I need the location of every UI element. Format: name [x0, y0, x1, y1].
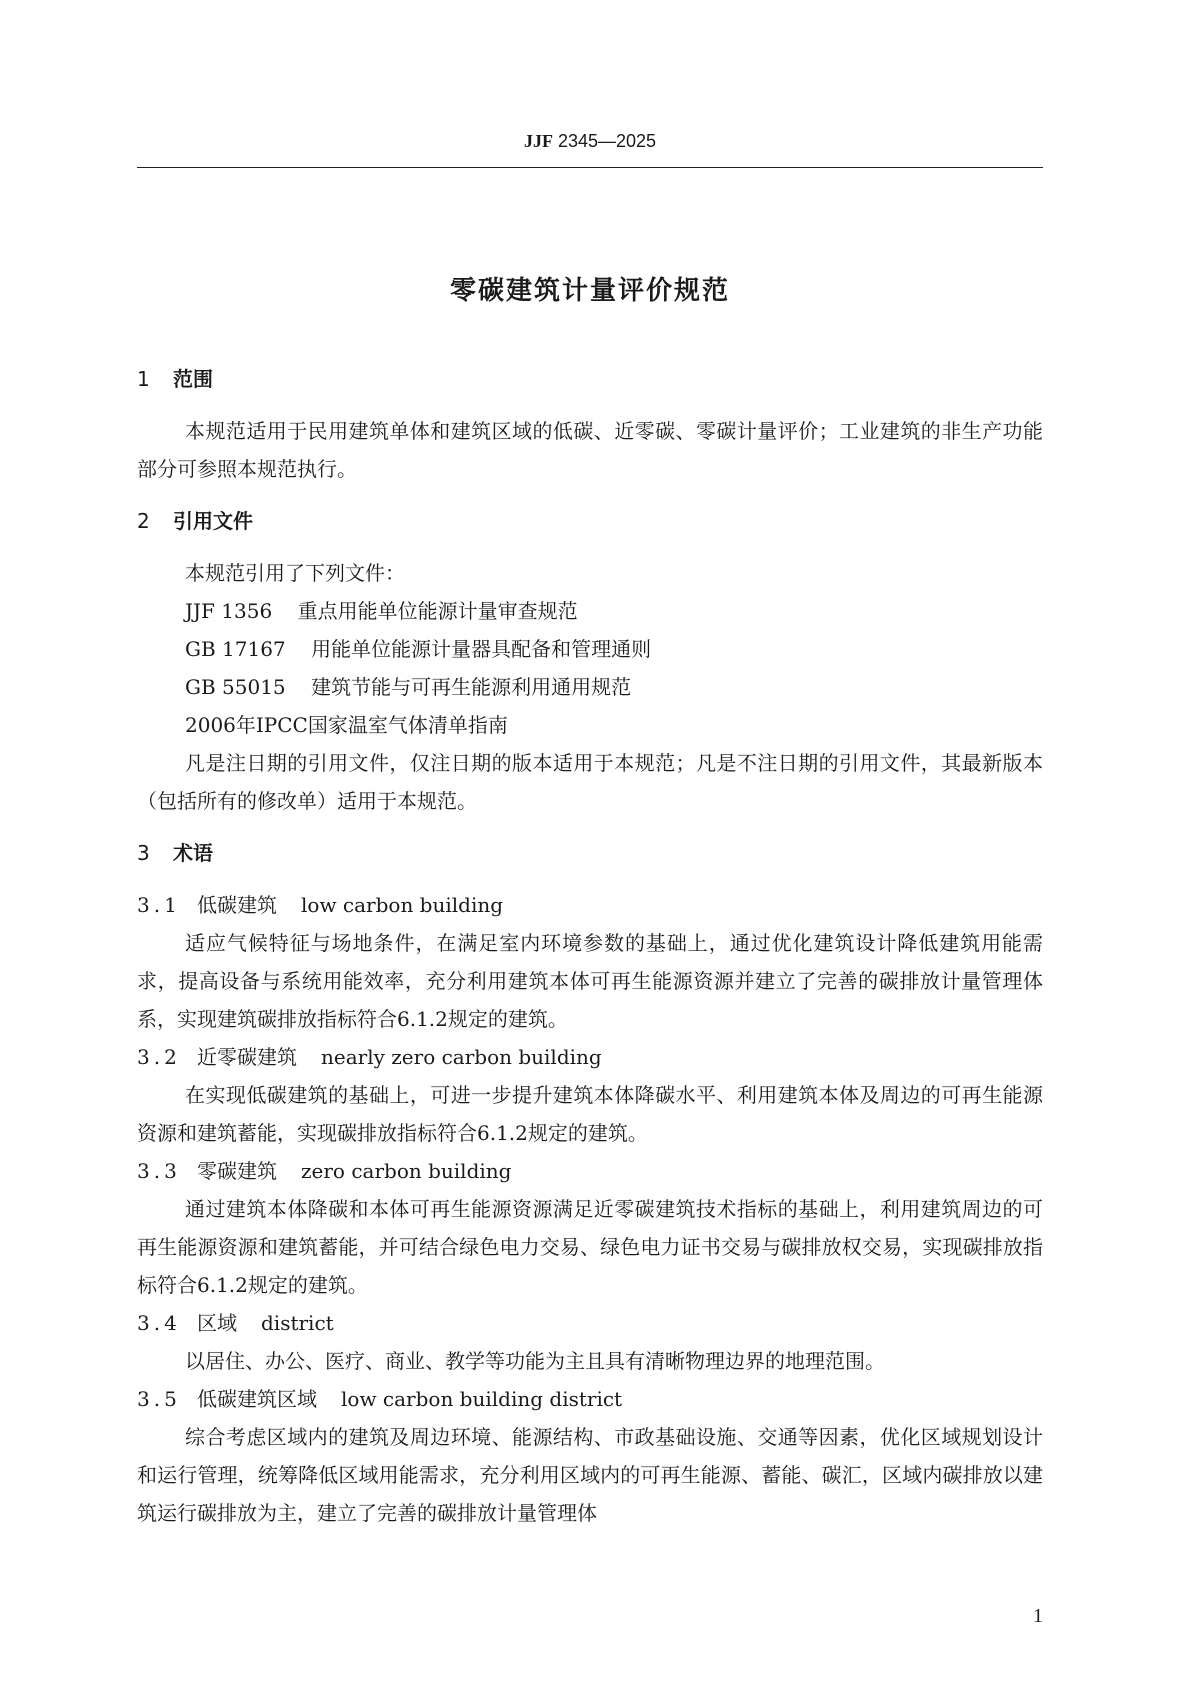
header-number: 2345—2025 [557, 131, 657, 151]
term-number: 3.4 [137, 1311, 181, 1335]
term-chinese: 区域 [197, 1311, 237, 1335]
term-heading [137, 1152, 1043, 1190]
term-english: nearly zero carbon building [321, 1045, 602, 1069]
term-chinese: 低碳建筑区域 [197, 1387, 317, 1411]
term-english: low carbon building [301, 893, 504, 917]
term-number: 3.1 [137, 893, 181, 917]
term-chinese: 低碳建筑 [197, 893, 277, 917]
section-number: 1 [137, 367, 150, 391]
section-title: 范围 [173, 367, 213, 391]
section-number: 2 [137, 509, 150, 533]
page-number: 1 [1033, 1605, 1043, 1627]
term-english: district [261, 1311, 334, 1335]
term-chinese: 近零碳建筑 [197, 1045, 297, 1069]
term-definition: 在实现低碳建筑的基础上，可进一步提升建筑本体降碳水平、利用建筑本体及周边的可再生能源资源和建筑蓄能，实现碳排放指标符合6.1.2规定的建筑。 [137, 1083, 1043, 1145]
header-code: JJF [523, 131, 553, 151]
term-number: 3.5 [137, 1387, 181, 1411]
references-note: 凡是注日期的引用文件，仅注日期的版本适用于本规范；凡是不注日期的引用文件，其最新版本（包括所有的修改单）适用于本规范。 [137, 751, 1043, 813]
reference-name: 用能单位能源计量器具配备和管理通则 [311, 637, 652, 661]
term-number: 3.2 [137, 1045, 181, 1069]
document-body [137, 360, 1043, 1532]
reference-item [137, 630, 1043, 668]
reference-item [137, 592, 1043, 630]
section-number: 3 [137, 841, 150, 865]
section-title: 引用文件 [173, 509, 253, 533]
term-number: 3.3 [137, 1159, 181, 1183]
section-heading-terms [137, 834, 1043, 872]
reference-id: 2006年IPCC [185, 713, 308, 737]
scope-paragraph: 本规范适用于民用建筑单体和建筑区域的低碳、近零碳、零碳计量评价；工业建筑的非生产功能部分可参照本规范执行。 [137, 419, 1043, 481]
term-heading [137, 886, 1043, 924]
term-heading [137, 1038, 1043, 1076]
references-intro: 本规范引用了下列文件： [185, 561, 405, 585]
reference-id: GB 55015 [185, 675, 286, 699]
page-header [137, 131, 1043, 152]
document-title: 零碳建筑计量评价规范 [449, 276, 730, 306]
term-heading [137, 1304, 1043, 1342]
term-english: low carbon building district [341, 1387, 623, 1411]
term-definition: 综合考虑区域内的建筑及周边环境、能源结构、市政基础设施、交通等因素，优化区域规划设计和运行管理，统筹降低区域用能需求，充分利用区域内的可再生能源、蓄能、碳汇，区域内碳排放以建筑运行碳排放为主，建立了完善的碳排放计量管理体 [137, 1425, 1043, 1525]
section-heading-references [137, 502, 1043, 540]
section-heading-scope [137, 360, 1043, 398]
reference-item [137, 706, 1043, 744]
reference-item [137, 668, 1043, 706]
term-definition: 通过建筑本体降碳和本体可再生能源资源满足近零碳建筑技术指标的基础上，利用建筑周边的可再生能源资源和建筑蓄能，并可结合绿色电力交易、绿色电力证书交易与碳排放权交易，实现碳排放指标符合6.1.2规定的建筑。 [137, 1197, 1043, 1297]
term-definition: 适应气候特征与场地条件，在满足室内环境参数的基础上，通过优化建筑设计降低建筑用能需求，提高设备与系统用能效率，充分利用建筑本体可再生能源资源并建立了完善的碳排放计量管理体系，实现建筑碳排放指标符合6.1.2规定的建筑。 [137, 931, 1043, 1031]
header-rule [137, 167, 1043, 168]
term-english: zero carbon building [301, 1159, 512, 1183]
reference-name: 重点用能单位能源计量审查规范 [297, 599, 578, 623]
term-definition: 以居住、办公、医疗、商业、教学等功能为主且具有清晰物理边界的地理范围。 [185, 1349, 885, 1373]
reference-id: JJF 1356 [185, 599, 273, 623]
reference-name: 国家温室气体清单指南 [307, 713, 508, 737]
section-title: 术语 [173, 841, 213, 865]
reference-name: 建筑节能与可再生能源利用通用规范 [311, 675, 632, 699]
reference-id: GB 17167 [185, 637, 286, 661]
term-chinese: 零碳建筑 [197, 1159, 277, 1183]
term-heading [137, 1380, 1043, 1418]
